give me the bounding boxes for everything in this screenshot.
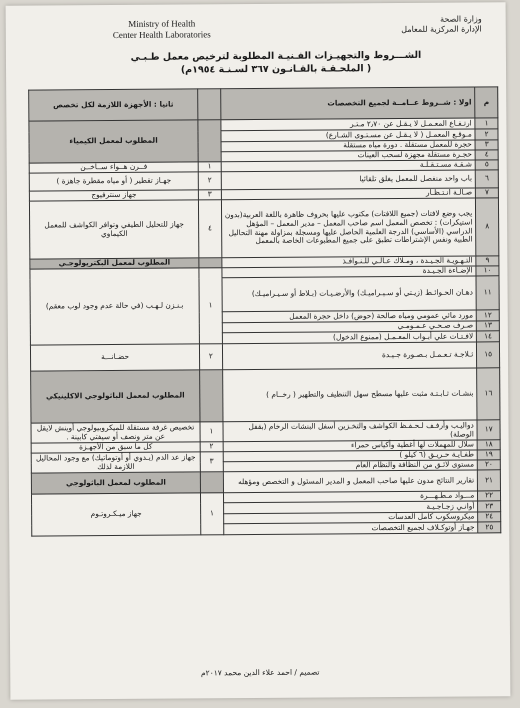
condition-text: طفـايـة حـريـق (٦ كيلو ) xyxy=(223,450,478,462)
row-number: ٢١ xyxy=(478,470,501,491)
equipment-number: ٢ xyxy=(198,172,221,190)
condition-text: التـهـويـة الجـيـدة ، ومـلاك عـالـي للـنـوافـذ xyxy=(222,256,477,268)
header-num-cell: م xyxy=(475,87,498,118)
header-num-cell-2 xyxy=(198,89,221,120)
condition-text: حجرة للمعمل مستقلة . دورة مياه مستقلة xyxy=(221,140,476,152)
equipment-number: ١ xyxy=(201,493,224,535)
equipment-item: جهاز للتحليل الطيفي وتوافر الكواشف للمعمل الكيماوي xyxy=(29,200,198,259)
row-number: ١٨ xyxy=(477,440,500,450)
condition-text: تقارير النتائج مدون عليها صاحب المعمل و المدير المسئول و التخصص ومؤهله xyxy=(223,470,478,493)
equipment-number: ٢ xyxy=(200,344,223,370)
center-name: Center Health Laboratories xyxy=(112,29,211,41)
document-page xyxy=(6,2,511,699)
equipment-number: ١ xyxy=(200,422,223,442)
equipment-number xyxy=(200,370,223,422)
table-row xyxy=(31,368,500,423)
condition-text: ميكروسكوب كامل العدسات xyxy=(223,512,478,524)
document-title xyxy=(106,49,446,77)
row-number: ٣ xyxy=(475,140,498,150)
row-number: ٢٥ xyxy=(478,522,501,533)
condition-text: بنشـات ثـابـتـة مثبت عليها مسطح سهل التنظيف والتطهير ( رخــام ) xyxy=(222,368,477,422)
equipment-header: ثانيا : الأجهزة اللازمة لكل تخصص xyxy=(29,89,198,121)
condition-text: مورد مائي عمومي ومياه صالحة (حوض) داخل حجرة المعمل xyxy=(222,310,477,323)
equipment-item: فــرن هــواء ســاخــن xyxy=(29,162,198,173)
header-english xyxy=(92,18,232,41)
title-line-1: الشـــروط والتجهيـزات الفـنيـة المطلوبة لترخيص معمل طـبـي xyxy=(130,49,422,63)
condition-text: ثـلاجـة تـعـمـل بـصـورة جـيـدة xyxy=(222,342,477,370)
requirements-table xyxy=(28,86,501,536)
equipment-number: ٣ xyxy=(200,452,223,472)
condition-text: صـالـة انـتـظـار xyxy=(221,188,476,200)
condition-text: لافـتـات علي أبـواب المعـمـل (ممنوع الدخول) xyxy=(222,331,477,344)
row-number: ١٥ xyxy=(477,342,500,368)
row-number: ٦ xyxy=(476,170,499,188)
equipment-item: جهاز ميـكـروتـوم xyxy=(31,493,200,536)
lab-section-heading: المطلوب لمعمل الباثولوجي الاكلينيكي xyxy=(31,370,200,423)
equipment-item: حضـانـــة xyxy=(30,344,199,371)
condition-text: باب واحد منفصل للمعمل يغلق تلقائيا xyxy=(221,170,476,190)
condition-text: دهـان الحـوائـط (زيـتي أو سـيـراميـك) والأرضـيـات (بـلاط أو سـيـراميـك) xyxy=(222,276,477,312)
equipment-number: ١ xyxy=(198,162,221,172)
condition-text: ارتـفـاع المعـمـل لا يـقـل عن ٢٫٧٠ مـتـر xyxy=(221,118,476,131)
row-number: ٩ xyxy=(476,256,499,266)
row-number: ٢ xyxy=(475,129,498,140)
row-number: ١٧ xyxy=(477,420,500,440)
equipment-number: ١ xyxy=(199,268,222,344)
lab-section-heading: المطلوب لمعمل البكتريولوجـي xyxy=(30,258,199,269)
row-number: ١٠ xyxy=(476,266,499,276)
lab-section-heading: المطلوب لمعمل الباثولوجي xyxy=(31,472,200,494)
condition-text: الإضـاءة الجـيـدة xyxy=(222,266,477,278)
ministry-name-ar: وزارة الصحة xyxy=(440,14,482,24)
table-row xyxy=(30,342,499,371)
condition-text: أوانـي زجـاجـيـة xyxy=(223,501,478,514)
header-arabic xyxy=(362,14,482,35)
condition-text: مستوى لائـق من النظافة والنظام العام xyxy=(223,460,478,472)
title-line-2: (الملحـقـة بالقـانـون ٣٦٧ لسـنـة ١٩٥٤م ) xyxy=(180,63,372,76)
condition-text: شـقـة مسـتـقـلـة xyxy=(221,160,476,172)
row-number: ٨ xyxy=(476,198,499,256)
lab-section-heading: المطلوب لمعمل الكيمياء xyxy=(29,120,198,163)
equipment-item: كل ما سبق من الأجهـزة xyxy=(31,442,200,453)
condition-text: سلال للمهملات لها أغطية وأكياس حمراء xyxy=(223,440,478,452)
row-number: ٤ xyxy=(475,150,498,160)
row-number: ١١ xyxy=(476,276,499,310)
row-number: ٥ xyxy=(475,160,498,170)
equipment-number xyxy=(199,258,222,268)
equipment-item: جهـاز تقطير ( أو مياه مقطرة جاهزة ) xyxy=(29,172,198,191)
equipment-number: ٣ xyxy=(198,190,221,200)
row-number: ٢٢ xyxy=(478,491,501,501)
row-number: ١٤ xyxy=(477,331,500,342)
condition-text: مـــواد مـطـهـــرة xyxy=(223,491,478,503)
row-number: ٢٠ xyxy=(478,460,501,470)
condition-text: صـرف صـحـي عـمـومـي xyxy=(222,321,477,333)
equipment-number: ٢ xyxy=(200,442,223,452)
general-conditions-header: اولا : شــروط عــامــة لجميع التخصصات xyxy=(220,87,475,120)
center-name-ar: الإدارة المركزية للمعامل xyxy=(401,24,482,34)
equipment-item: جهاز عد الدم (يـدوي أو أوتوماتيك) مع وجود المحاليل اللازمة لذلك xyxy=(31,452,200,473)
equipment-number xyxy=(198,120,221,162)
equipment-number: ٤ xyxy=(199,200,222,258)
footer-credit: تصميم / احمد علاء الدين محمد ٢٠١٧م xyxy=(200,667,320,678)
condition-text: جهـاز أوتوكـلاف لجميع التخصصات xyxy=(223,522,478,535)
equipment-item: جهاز سنترفيوج xyxy=(29,190,198,201)
row-number: ١٢ xyxy=(477,310,500,321)
row-number: ١٩ xyxy=(477,450,500,460)
row-number: ٢٣ xyxy=(478,501,501,512)
equipment-number xyxy=(200,472,223,493)
row-number: ٢٤ xyxy=(478,512,501,522)
table-header-row xyxy=(29,87,498,121)
row-number: ٧ xyxy=(476,188,499,198)
ministry-name: Ministry of Health xyxy=(128,18,196,29)
row-number: ١٦ xyxy=(477,368,500,420)
condition-text: حجـرة مستقلة مجهزة لسحب العينات xyxy=(221,150,476,162)
condition-text: يجب وضع لافتات (جميع اللافتات) مكتوب عليها بحروف ظاهرة باللغة العربية(بدون استيكرات) : تخصص المعمل اسم صاحب المعمل – مدير المعمل – المؤهل الدراسي (الأساسي) الدرجة العلمية الحاصل عليها ومسجلة بمزاولة مهنة التحاليل الطبية ونفس الإشتراطات تطبق على جميع المطبوعات الخاصة بالمعمل xyxy=(221,198,476,258)
equipment-item: بـنـزن لـهـب (في حالة عدم وجود لوب معقم) xyxy=(30,268,200,345)
row-number: ١ xyxy=(475,118,498,129)
table-row xyxy=(29,198,498,259)
condition-text: دواليـب وأرفـف لـحـفـظ الكواشف والتخـزين أسفل البنشات الرخام (بقفل الوصلة) xyxy=(223,420,478,442)
equipment-item: تخصيص غرفة مستقلة للميكروبيولوجي أوينش لايقل عن متر ونصف أو سيفتي كابينة . xyxy=(31,422,200,443)
row-number: ١٣ xyxy=(477,321,500,331)
condition-text: مـوقـع المعمـل ( لا يـقـل عن مسـتـوى الشـارع) xyxy=(221,129,476,142)
